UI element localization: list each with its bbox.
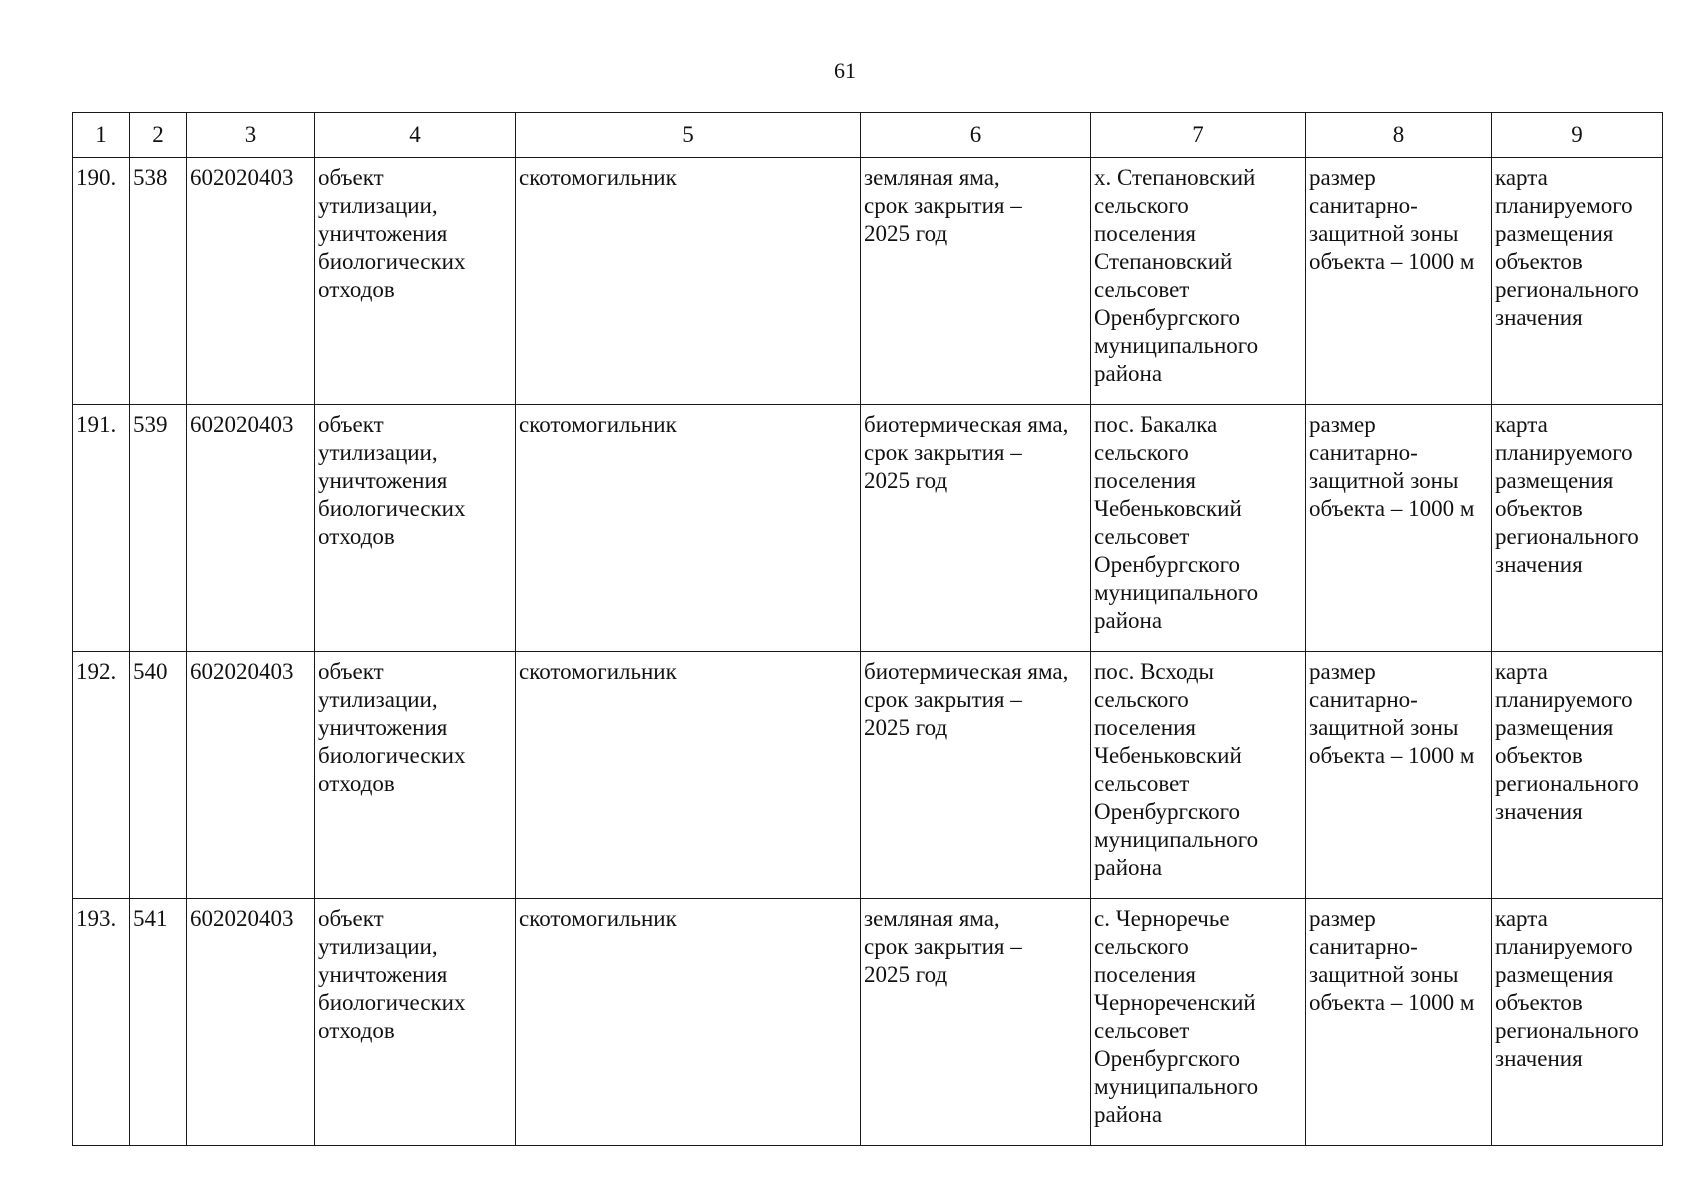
column-header: 4 — [315, 113, 516, 158]
column-header: 6 — [861, 113, 1091, 158]
map-reference: карта планируемого размещения объектов регионального значения — [1492, 405, 1663, 652]
object-type: объект утилизации, уничтожения биологических отходов — [315, 405, 516, 652]
object-characteristics: биотермическая яма, срок закрытия – 2025 год — [861, 405, 1091, 652]
object-name: скотомогильник — [516, 652, 861, 899]
column-header: 1 — [73, 113, 130, 158]
object-id: 541 — [130, 899, 187, 1146]
object-location: пос. Бакалка сельского поселения Чебеньковский сельсовет Оренбургского муниципального района — [1091, 405, 1306, 652]
column-header: 2 — [130, 113, 187, 158]
object-type: объект утилизации, уничтожения биологических отходов — [315, 899, 516, 1146]
object-name: скотомогильник — [516, 899, 861, 1146]
column-header: 5 — [516, 113, 861, 158]
object-name: скотомогильник — [516, 405, 861, 652]
object-code: 602020403 — [187, 652, 315, 899]
sanitary-zone: размер санитарно- защитной зоны объекта – 1000 м — [1306, 899, 1492, 1146]
object-type: объект утилизации, уничтожения биологических отходов — [315, 652, 516, 899]
map-reference: карта планируемого размещения объектов регионального значения — [1492, 652, 1663, 899]
map-reference: карта планируемого размещения объектов регионального значения — [1492, 158, 1663, 405]
table-row — [73, 652, 1663, 899]
object-location: х. Степановский сельского поселения Степановский сельсовет Оренбургского муниципального района — [1091, 158, 1306, 405]
object-id: 540 — [130, 652, 187, 899]
column-number-row — [73, 113, 1663, 158]
object-id: 539 — [130, 405, 187, 652]
object-location: пос. Всходы сельского поселения Чебеньковский сельсовет Оренбургского муниципального района — [1091, 652, 1306, 899]
row-number: 190. — [73, 158, 130, 405]
table-row — [73, 158, 1663, 405]
object-code: 602020403 — [187, 158, 315, 405]
row-number: 191. — [73, 405, 130, 652]
row-number: 193. — [73, 899, 130, 1146]
object-characteristics: земляная яма, срок закрытия – 2025 год — [861, 158, 1091, 405]
row-number: 192. — [73, 652, 130, 899]
object-characteristics: земляная яма, срок закрытия – 2025 год — [861, 899, 1091, 1146]
sanitary-zone: размер санитарно- защитной зоны объекта – 1000 м — [1306, 652, 1492, 899]
page-number: 61 — [834, 58, 856, 83]
objects-table — [72, 112, 1663, 1146]
column-header: 8 — [1306, 113, 1492, 158]
object-id: 538 — [130, 158, 187, 405]
object-code: 602020403 — [187, 899, 315, 1146]
table-row — [73, 899, 1663, 1146]
table-row — [73, 405, 1663, 652]
column-header: 3 — [187, 113, 315, 158]
sanitary-zone: размер санитарно- защитной зоны объекта – 1000 м — [1306, 158, 1492, 405]
object-code: 602020403 — [187, 405, 315, 652]
sanitary-zone: размер санитарно- защитной зоны объекта – 1000 м — [1306, 405, 1492, 652]
column-header: 9 — [1492, 113, 1663, 158]
object-characteristics: биотермическая яма, срок закрытия – 2025 год — [861, 652, 1091, 899]
column-header: 7 — [1091, 113, 1306, 158]
object-type: объект утилизации, уничтожения биологических отходов — [315, 158, 516, 405]
object-location: с. Черноречье сельского поселения Чернореченский сельсовет Оренбургского муниципального района — [1091, 899, 1306, 1146]
object-name: скотомогильник — [516, 158, 861, 405]
map-reference: карта планируемого размещения объектов регионального значения — [1492, 899, 1663, 1146]
